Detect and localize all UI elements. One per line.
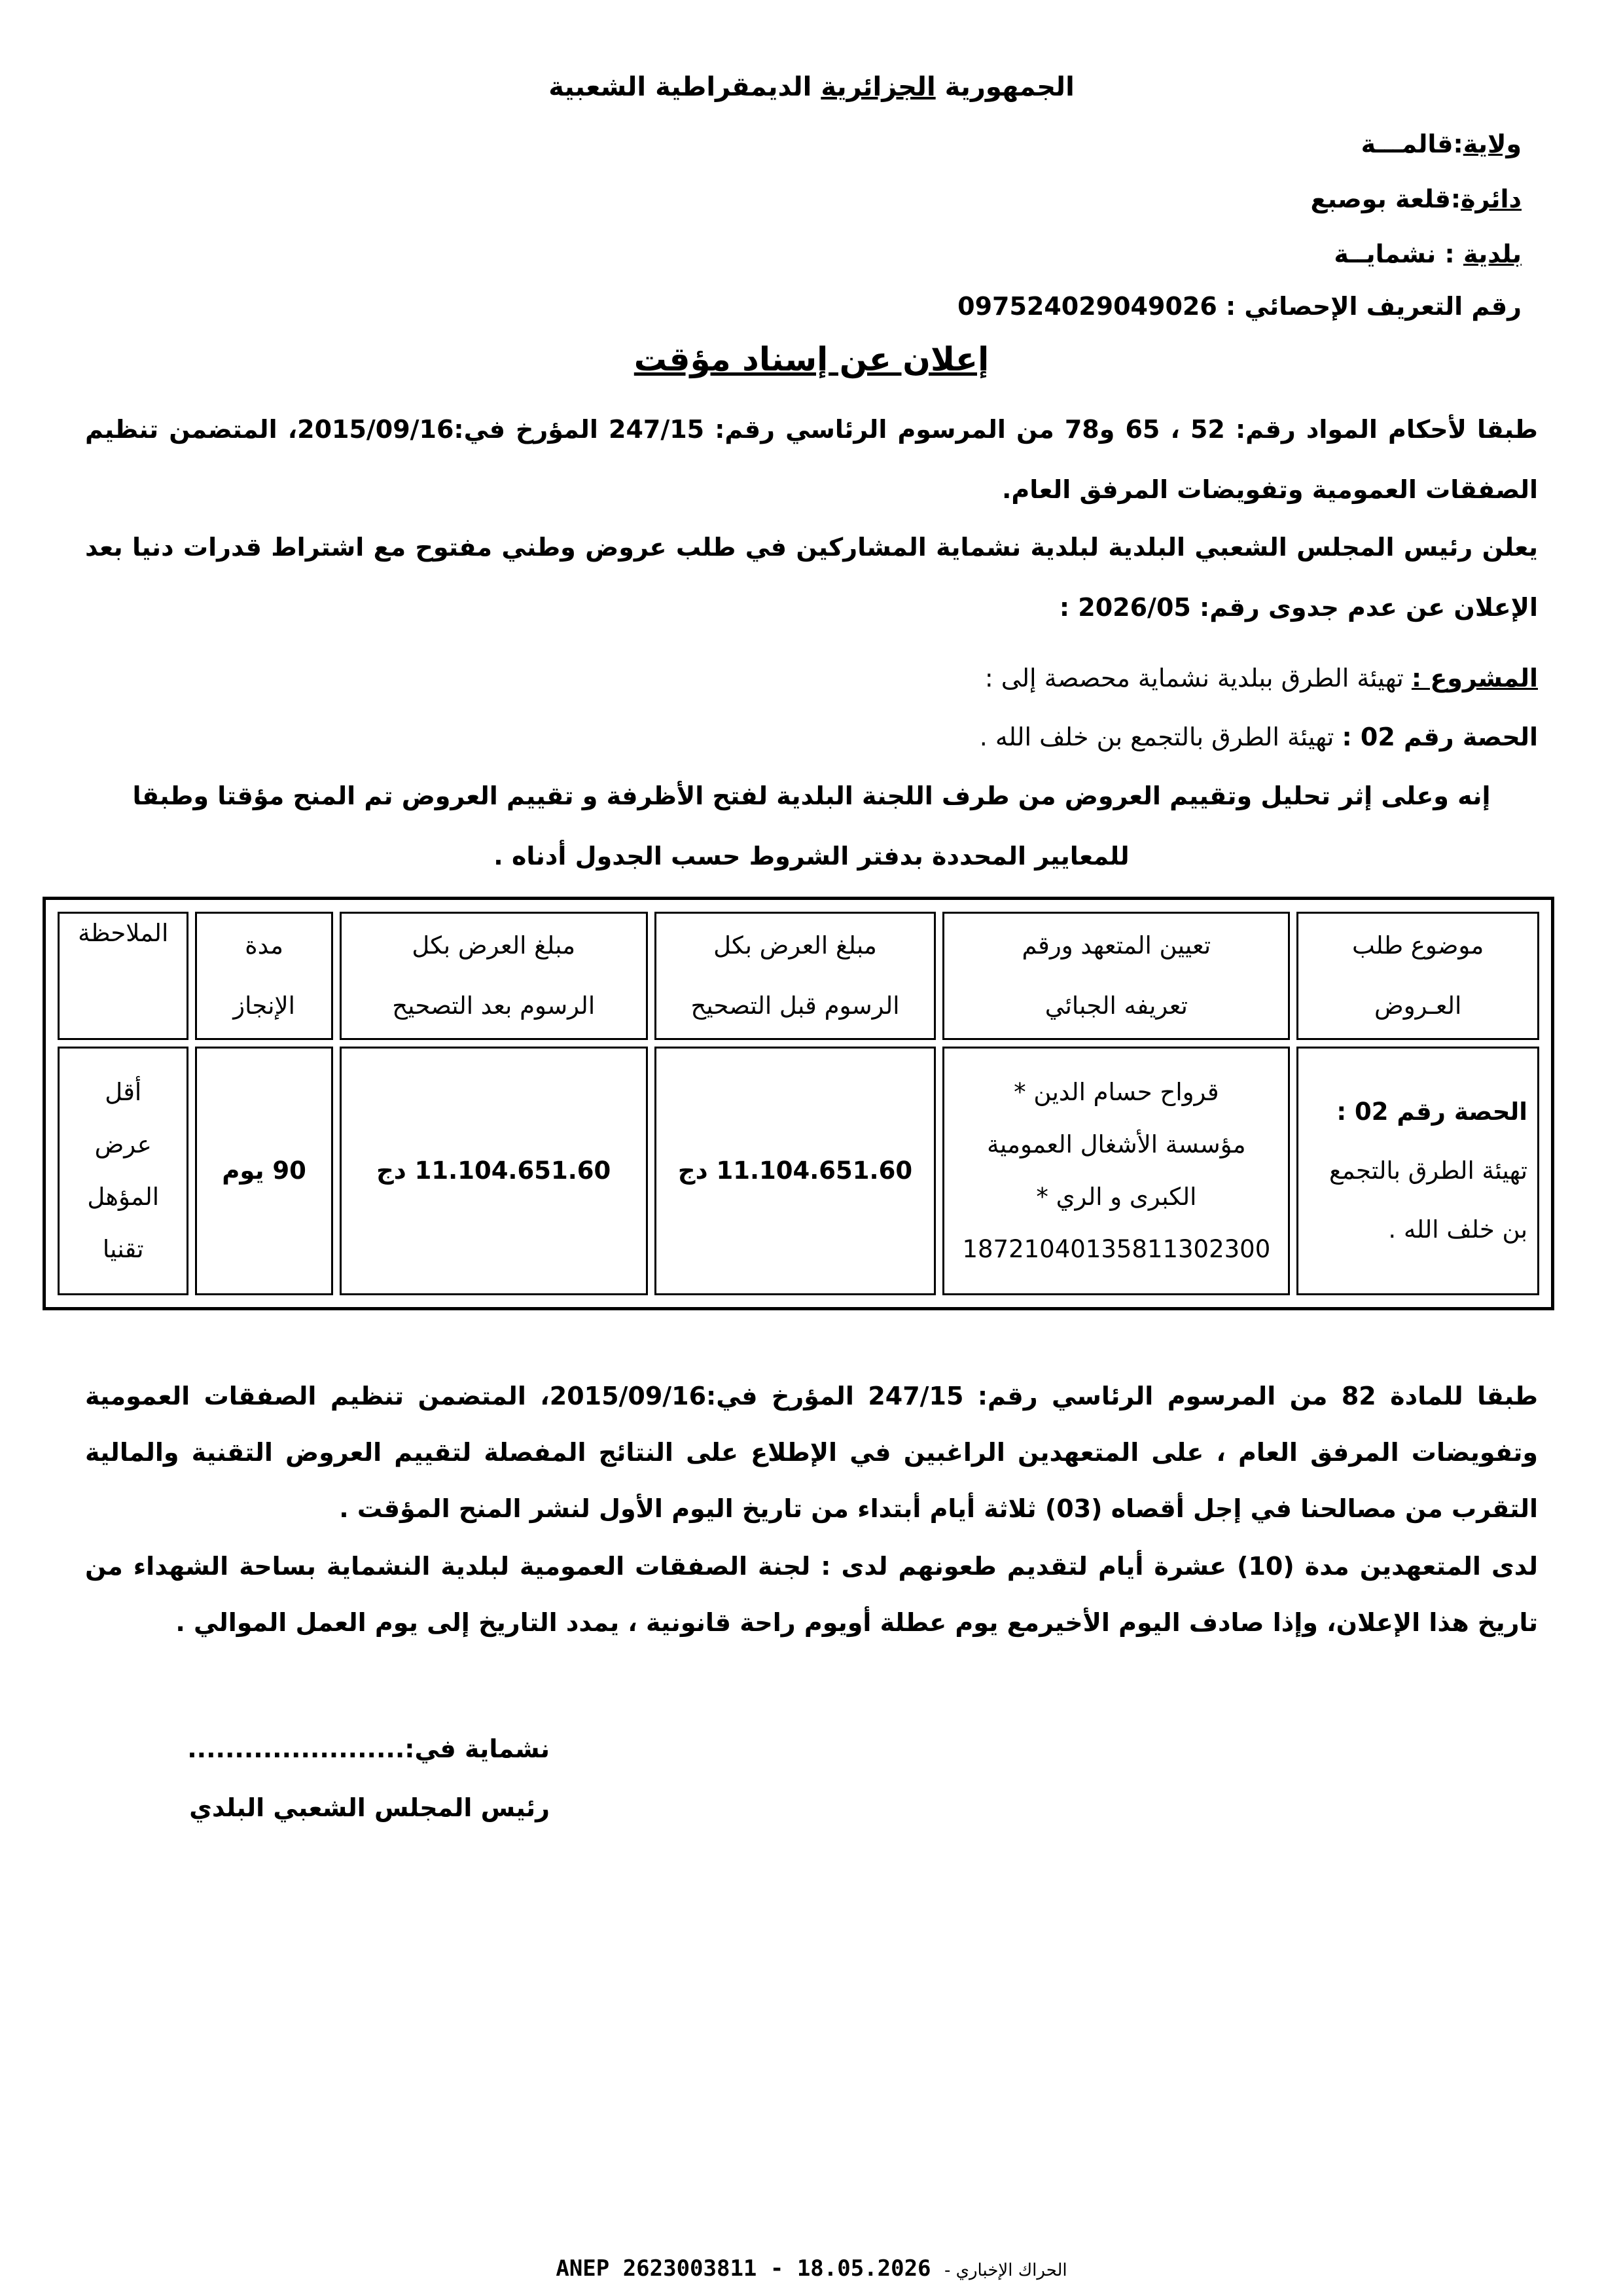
project-line [85, 648, 1538, 708]
stat-id-line: رقم التعريف الإحصائي : 097524029049026 [957, 292, 1522, 321]
republic-header [0, 72, 1623, 102]
lot-text: تهيئة الطرق بالتجمع بن خلف الله . [979, 723, 1342, 751]
header-duration: مدة الإنجاز [195, 912, 332, 1040]
header-subject: موضوع طلب العـروض [1296, 912, 1539, 1040]
notice-title: إعلان عن إسناد مؤقت [633, 340, 990, 378]
signature-place: نشماية في:....................... [187, 1734, 550, 1763]
cell-amount-before: 11.104.651.60 دج [654, 1047, 936, 1295]
lot-line [85, 707, 1538, 767]
header-amount-after: مبلغ العرض بكل الرسوم بعد التصحيح [340, 912, 648, 1040]
signature-title: رئيس المجلس الشعبي البلدي [189, 1793, 550, 1822]
legal-basis-paragraph: طبقا لأحكام المواد رقم: 52 ، 65 و78 من المرسوم الرئاسي رقم: 247/15 المؤرخ في:2015/09/16، المتضمن تنظيم الصفقات العمومية وتفويضات المرفق العام. [85, 415, 1538, 504]
daira-label: دائرة [1461, 185, 1522, 213]
header-note: الملاحظة [58, 912, 188, 1040]
republic-type: الديمقراطية الشعبية [548, 72, 812, 102]
wilaya-line [1361, 130, 1522, 158]
cell-amount-after: 11.104.651.60 دج [340, 1047, 648, 1295]
project-text: تهيئة الطرق ببلدية نشماية محصصة إلى : [984, 664, 1412, 692]
daira-value: :قلعة بوصبع [1310, 185, 1461, 213]
header-amount-before: مبلغ العرض بكل الرسوم قبل التصحيح [654, 912, 936, 1040]
wilaya-label: ولاية [1463, 130, 1522, 158]
consultation-paragraph: طبقا للمادة 82 من المرسوم الرئاسي رقم: 247/15 المؤرخ في:2015/09/16، المتضمن تنظيم الصفقات العمومية وتفويضات المرفق العام ، على المتعهدين الراغبين في الإطلاع على النتائج المفصلة لتقييم العروض التقنية والمالية التقرب من مصالحنا في إجل أقصاه (03) ثلاثة أيام أبتداء من تاريخ اليوم الأول لنشر المنح المؤقت . [85, 1382, 1539, 1523]
commune-label: بلدية [1463, 240, 1522, 268]
republic-word: الجمهورية [944, 72, 1075, 102]
announcement-paragraph: يعلن رئيس المجلس الشعبي البلدية لبلدية نشماية المشاركين في طلب عروض وطني مفتوح مع اشتراط قدرات دنيا بعد الإعلان عن عدم جدوى رقم: 2026/05 : [85, 533, 1538, 622]
table-header-row [58, 912, 1539, 1040]
header-contractor: تعيين المتعهد ورقم تعريفه الجبائي [942, 912, 1290, 1040]
evaluation-paragraph: إنه وعلى إثر تحليل وتقييم العروض من طرف اللجنة البلدية لفتح الأظرفة و تقييم العروض تم المنح مؤقتا وطبقا للمعايير المحددة بدفتر الشروط حسب الجدول أدناه . [132, 781, 1491, 870]
cell-contractor: قرواح حسام الدين * مؤسسة الأشغال العمومية الكبرى و الري * 18721040135811302300 [942, 1047, 1290, 1295]
commune-line [1334, 240, 1522, 268]
award-table [43, 897, 1554, 1310]
project-label: المشروع : [1411, 664, 1538, 692]
wilaya-value: :قالمـــة [1361, 130, 1463, 158]
table-row [58, 1047, 1539, 1295]
cell-duration: 90 يوم [195, 1047, 332, 1295]
lot-label: الحصة رقم 02 : [1342, 723, 1538, 751]
footer-reference [0, 2255, 1623, 2282]
commune-value: : نشمايــة [1334, 240, 1463, 268]
daira-line [1311, 185, 1522, 213]
footer-source: الحراك الإخباري - [944, 2261, 1067, 2280]
republic-country: الجزائرية [821, 72, 936, 102]
cell-note: أقل عرض المؤهل تقنيا [58, 1047, 188, 1295]
appeal-paragraph: لدى المتعهدين مدة (10) عشرة أيام لتقديم طعونهم لدى : لجنة الصفقات العمومية لبلدية النشماية بساحة الشهداء من تاريخ هذا الإعلان، وإذا صادف اليوم الأخيرمع يوم عطلة أويوم راحة قانونية ، يمدد التاريخ إلى يوم العمل الموالي . [85, 1552, 1538, 1637]
cell-subject: الحصة رقم 02 : تهيئة الطرق بالتجمع بن خلف الله . [1296, 1047, 1539, 1295]
footer-ref: ANEP 2623003811 - 18.05.2026 [556, 2255, 931, 2282]
